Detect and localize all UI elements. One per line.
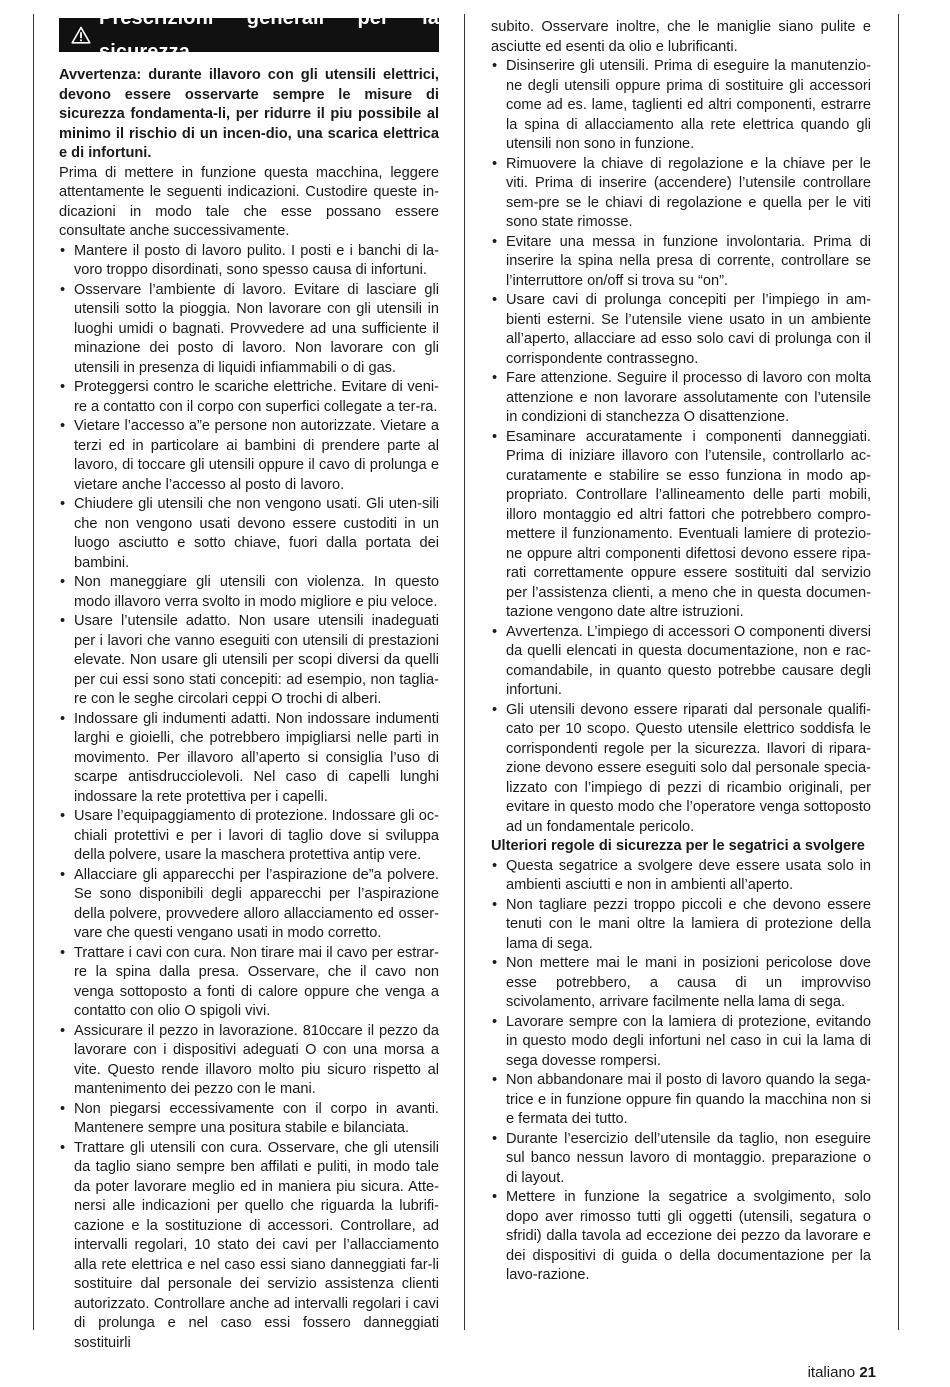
list-item: • Non tagliare pezzi troppo piccoli e che devono essere tenuti con le mani oltre la lamiera di protezione della lama di sega.: [491, 896, 871, 955]
left-rule: [33, 14, 34, 1330]
list-item: • Allacciare gli apparecchi per l’aspirazione de”a polvere. Se sono disponibili degli apparecchi per l’aspirazione della polvere, provvedere alloro allacciamento ed osser-vare che questi vengano usati in modo corretto.: [59, 866, 439, 944]
list-item: • Usare l’equipaggiamento di protezione. Indossare gli oc-chiali protettivi e per i lavori di taglio dove si sviluppa della polvere, usare la maschera protettiva antip vere.: [59, 807, 439, 866]
list-item: • Osservare l’ambiente di lavoro. Evitare di lasciare gli utensili sotto la pioggia. Non lavorare con gli utensili in luoghi umidi o bagnati. Provvedere ad una sufficiente il minazione dei posto di lavoro. Non lavorare con gli utensili in presenza di liquidi infiammabili o di gas.: [59, 281, 439, 379]
list-item: • Usare cavi di prolunga concepiti per l’impiego in am-bienti esterni. Se l’utensile viene usato in un ambiente all’aperto, allacciare ad esso solo cavi di prolunga con il corrispondente contrassegno.: [491, 291, 871, 369]
intro-paragraph: Prima di mettere in funzione questa macchina, leggere attentamente le seguenti indicazioni. Custodire queste in-dicazioni in modo tale che esse possano essere consultate anche successivamente.: [59, 164, 439, 239]
list-item: • Mettere in funzione la segatrice a svolgimento, solo dopo aver rimosso tutti gli oggetti (utensili, segatura o sfridi) dalla tavola ad eccezione dei pezzo da lavorare e dei dispositivi di guida o della documentazione per la lavo-razione.: [491, 1188, 871, 1286]
list-item: • Mantere il posto di lavoro pulito. I posti e i banchi di la-voro troppo disordinati, sono spesso causa di infortuni.: [59, 242, 439, 281]
list-item: • Avvertenza. L’impiego di accessori O componenti diversi da quelli elencati in questa documentazione, non e rac-comandabile, in quanto questo potrebbe causare degli infortuni.: [491, 623, 871, 701]
page-title: Prescrizioni generali per la sicurezza: [99, 7, 439, 63]
list-item: • Durante l’esercizio dell’utensile da taglio, non eseguire sul banco nessun lavoro di montaggio. preparazione o di layout.: [491, 1130, 871, 1189]
list-item: • Gli utensili devono essere riparati dal personale qualifi-cato per 10 scopo. Questo utensile elettrico soddisfa le corrispondenti regole per la sicurezza. Ilavori di ripara-zione devono essere eseguiti solo dal personale specia-lizzato con l’impiego di pezzi di ricambio originali, per evitare in questo modo che l’operatore venga sottoposto ad un fondamentale pericolo.: [491, 701, 871, 838]
list-item: • Chiudere gli utensili che non vengono usati. Gli uten-sili che non vengono usati devono essere custoditi in un luogo asciutto e sotto chiave, fuori dalla portata dei bambini.: [59, 495, 439, 573]
saw-rules-list: [491, 857, 871, 1286]
page-footer: [808, 1364, 876, 1381]
page-number: 21: [859, 1364, 876, 1381]
list-item: • Non mettere mai le mani in posizioni pericolose dove esse potrebbero, a causa di un improvviso scivolamento, arrivare facilmente nella lama di sega.: [491, 954, 871, 1013]
list-item: • Non piegarsi eccessivamente con il corpo in avanti. Mantenere sempre una positura stabile e bilanciata.: [59, 1100, 439, 1139]
list-item: • Disinserire gli utensili. Prima di eseguire la manutenzio-ne degli utensili oppure prima di sostituire gli accessori come ad es. lame, taglienti ed altri componenti, estrarre la spina di allacciamento alla rete elettrica quando gli utensili non sono in funzione.: [491, 57, 871, 155]
list-item: • Proteggersi contro le scariche elettriche. Evitare di veni-re a contatto con il corpo con superfici collegate a ter-ra.: [59, 378, 439, 417]
list-item: • Non abbandonare mai il posto di lavoro quando la sega-trice e in funzione oppure fin quando la macchina non si e fermata dei tutto.: [491, 1071, 871, 1130]
continuation-text: subito. Osservare inoltre, che le maniglie siano pulite e asciutte ed esenti da olio e lubrificanti.: [491, 19, 871, 55]
list-item: • Lavorare sempre con la lamiera di protezione, evitando in questo modo degli infortuni nel caso in cui la lama di sega dovesse rompersi.: [491, 1013, 871, 1072]
list-item: • Non maneggiare gli utensili con violenza. In questo modo illavoro verra svolto in modo migliore e piu veloce.: [59, 573, 439, 612]
left-column: [59, 7, 439, 1353]
right-column: [491, 18, 871, 1286]
section-title-bar: [59, 7, 439, 63]
list-item: • Fare attenzione. Seguire il processo di lavoro con molta attenzione e non lavorare assolutamente con l’utensile in condizioni di stanchezza O disattenzione.: [491, 369, 871, 428]
list-item: • Rimuovere la chiave di regolazione e la chiave per le viti. Prima di inserire (accendere) l’utensile controllare sem-pre se le chiavi di regolazione e quella per le viti sono state rimosse.: [491, 155, 871, 233]
right-bullet-list: [491, 57, 871, 837]
warning-triangle-icon: [71, 26, 91, 44]
list-item: • Questa segatrice a svolgere deve essere usata solo in ambienti asciutti e non in ambienti all’aperto.: [491, 857, 871, 896]
list-item: • Vietare l’accesso a”e persone non autorizzate. Vietare a terzi ed in particolare ai bambini di prendere parte al lavoro, di toccare gli utensili oppure il cavo di prolunga e vietare anche l’accesso al posto di lavoro.: [59, 417, 439, 495]
subheading: Ulteriori regole di sicurezza per le segatrici a svolgere: [491, 838, 865, 854]
list-item: • Indossare gli indumenti adatti. Non indossare indumenti larghi e gioielli, che potrebbero impigliarsi nelle parti in movimento. Per illavoro all’aperto si consiglia l’uso di scarpe antisdrucciolevoli. Nel caso di capelli lunghi indossare la rete protettiva per i capelli.: [59, 710, 439, 808]
list-item: • Usare l’utensile adatto. Non usare utensili inadeguati per i lavori che vanno eseguiti con utensili di prestazioni elevate. Non usare gli utensili per scopi diversi da quelli per cui essi sono stati concepiti: ad esempio, non taglia-re con le seghe circolari ceppi O trochi di alberi.: [59, 612, 439, 710]
list-item: • Assicurare il pezzo in lavorazione. 810ccare il pezzo da lavorare con i dispositivi adeguati O con una morsa a vite. Questo rende illavoro molto piu sicuro rispetto al mantenimento dei pezzo con le mani.: [59, 1022, 439, 1100]
list-item: • Evitare una messa in funzione involontaria. Prima di inserire la spina nella presa di corrente, controllare se l’interruttore on/off si trova su “on”.: [491, 233, 871, 292]
warning-paragraph: Avvertenza: durante illavoro con gli utensili elettrici, devono essere osservarte sempre le misure di sicurezza fondamenta-li, per ridurre il piu possibile al minimo il rischio di un incen-dio, una scarica elettrica e di infortuni.: [59, 67, 439, 161]
list-item: • Trattare gli utensili con cura. Osservare, che gli utensili da taglio siano sempre ben affilati e puliti, in modo tale da poter lavorare meglio ed in maniera piu sicura. Atte-nersi alle indicazioni per quello che riguarda la lubrifi-cazione e la sostituzione di accessori. Controllare, ad intervalli regolari, 10 stato dei cavi per l’allacciamento alla rete elettrica e nel caso essi siano danneggiati far-li sostituire dal personale dei servizio assistenza clienti autorizzato. Controllare anche ad intervalli regolari i cavi di prolunga e nel caso essi fossero danneggiati sostituirli: [59, 1139, 439, 1354]
list-item: • Esaminare accuratamente i componenti danneggiati. Prima di iniziare illavoro con l’utensile, controllarlo ac-curatamente e stabilire se esso funziona in modo ap-propriato. Controllare l’allineamento delle parti mobili, illoro montaggio ed altri fattori che potrebbero compro-mettere il funzionamento. Eventuali lamiere di protezio-ne oppure altri componenti difettosi devono essere ripa-rati correttamente oppure essere sostituiti dal servizio per l’assistenza clienti, a meno che in questa documen-tazione vengono date altre istruzioni.: [491, 428, 871, 623]
footer-language: italiano: [807, 1364, 856, 1381]
list-item: • Trattare i cavi con cura. Non tirare mai il cavo per estrar-re la spina dalla presa. Osservare, che il cavo non venga sottoposto a fonti di calore oppure che venga a contatto con olio O spigoli vivi.: [59, 944, 439, 1022]
left-bullet-list: [59, 242, 439, 1354]
column-divider: [464, 14, 465, 1330]
right-rule: [898, 14, 899, 1330]
